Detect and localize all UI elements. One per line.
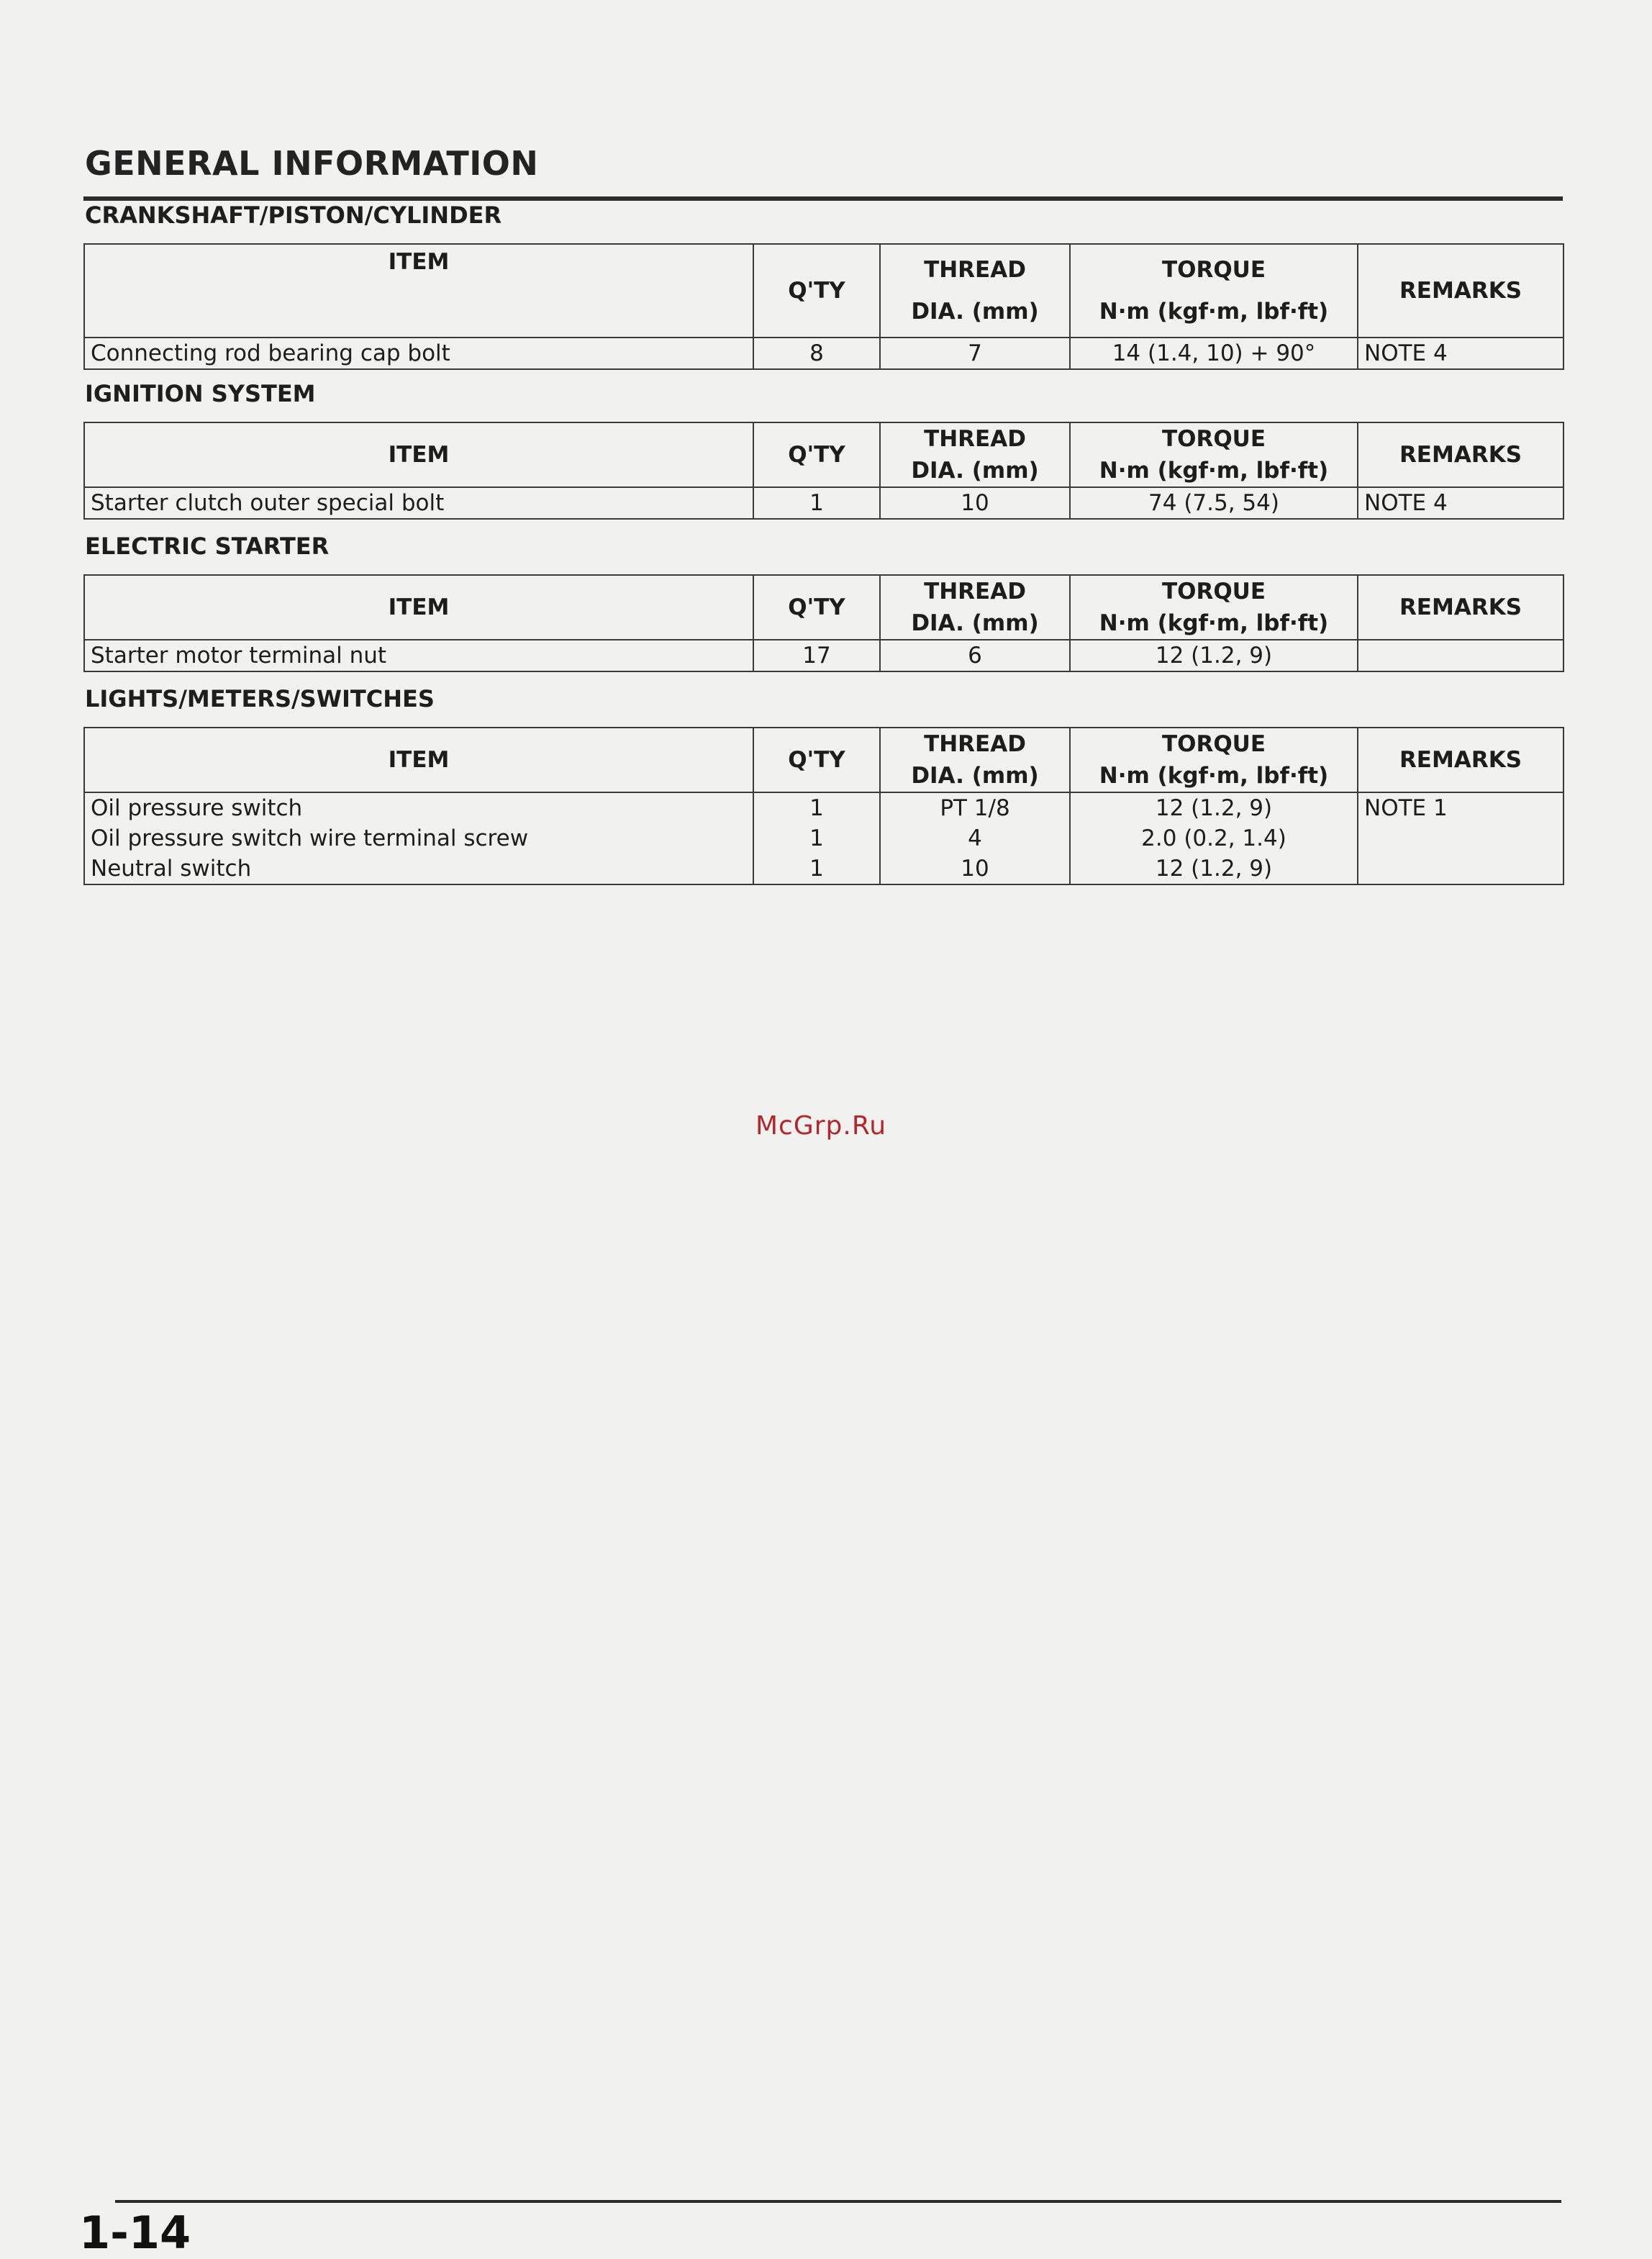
cell-remarks — [1358, 823, 1564, 854]
thread-header-line2: DIA. (mm) — [911, 763, 1039, 789]
cell-qty: 1 — [753, 823, 880, 854]
table-row — [84, 338, 1564, 369]
cell-torque: 74 (7.5, 54) — [1070, 487, 1358, 519]
column-header-torque — [1070, 728, 1358, 792]
section-heading-lights-meters-switches: LIGHTS/METERS/SWITCHES — [85, 685, 435, 712]
footer-rule — [115, 2200, 1561, 2203]
cell-thread: 10 — [880, 487, 1070, 519]
cell-torque: 12 (1.2, 9) — [1070, 792, 1358, 823]
watermark-text: McGrp.Ru — [755, 1111, 887, 1141]
cell-thread: 7 — [880, 338, 1070, 369]
table-row — [84, 792, 1564, 823]
torque-header-line2: N·m (kgf·m, lbf·ft) — [1099, 299, 1329, 325]
column-header-qty: Q'TY — [753, 575, 880, 640]
page-number: 1-14 — [79, 2206, 191, 2259]
cell-torque: 2.0 (0.2, 1.4) — [1070, 823, 1358, 854]
cell-item: Oil pressure switch — [84, 792, 753, 823]
cell-thread: 6 — [880, 640, 1070, 671]
cell-thread: 4 — [880, 823, 1070, 854]
cell-remarks — [1358, 854, 1564, 884]
cell-remarks — [1358, 640, 1564, 671]
thread-header-line2: DIA. (mm) — [911, 299, 1039, 325]
torque-header-line2: N·m (kgf·m, lbf·ft) — [1099, 458, 1329, 484]
section-heading-crankshaft: CRANKSHAFT/PISTON/CYLINDER — [85, 202, 502, 229]
cell-item: Neutral switch — [84, 854, 753, 884]
section-heading-electric-starter: ELECTRIC STARTER — [85, 533, 330, 560]
column-header-remarks: REMARKS — [1358, 575, 1564, 640]
cell-item: Oil pressure switch wire terminal screw — [84, 823, 753, 854]
torque-table-ignition — [83, 422, 1564, 520]
column-header-item: ITEM — [84, 422, 753, 487]
column-header-torque — [1070, 575, 1358, 640]
torque-table-crankshaft — [83, 243, 1564, 370]
cell-torque: 14 (1.4, 10) + 90° — [1070, 338, 1358, 369]
cell-torque: 12 (1.2, 9) — [1070, 640, 1358, 671]
column-header-thread — [880, 575, 1070, 640]
torque-header-line1: TORQUE — [1161, 426, 1266, 452]
torque-header-line1: TORQUE — [1161, 731, 1266, 757]
thread-header-line1: THREAD — [924, 579, 1026, 605]
thread-header-line1: THREAD — [924, 731, 1026, 757]
table-row — [84, 854, 1564, 884]
table-row — [84, 487, 1564, 519]
column-header-remarks: REMARKS — [1358, 728, 1564, 792]
cell-item: Starter clutch outer special bolt — [84, 487, 753, 519]
column-header-item: ITEM — [84, 728, 753, 792]
column-header-thread — [880, 422, 1070, 487]
cell-qty: 17 — [753, 640, 880, 671]
column-header-remarks: REMARKS — [1358, 244, 1564, 338]
thread-header-line1: THREAD — [924, 426, 1026, 452]
column-header-torque — [1070, 422, 1358, 487]
thread-header-line2: DIA. (mm) — [911, 610, 1039, 636]
cell-torque: 12 (1.2, 9) — [1070, 854, 1358, 884]
column-header-remarks: REMARKS — [1358, 422, 1564, 487]
cell-remarks: NOTE 1 — [1358, 792, 1564, 823]
column-header-thread — [880, 728, 1070, 792]
column-header-qty: Q'TY — [753, 422, 880, 487]
torque-table-lights-meters-switches — [83, 727, 1564, 885]
page-title: GENERAL INFORMATION — [85, 144, 539, 183]
cell-thread: PT 1/8 — [880, 792, 1070, 823]
section-heading-ignition: IGNITION SYSTEM — [85, 380, 316, 407]
title-rule — [83, 196, 1563, 201]
thread-header-line2: DIA. (mm) — [911, 458, 1039, 484]
torque-header-line1: TORQUE — [1161, 579, 1266, 605]
column-header-item: ITEM — [84, 575, 753, 640]
cell-qty: 1 — [753, 487, 880, 519]
torque-table-electric-starter — [83, 574, 1564, 672]
cell-item: Starter motor terminal nut — [84, 640, 753, 671]
cell-qty: 1 — [753, 792, 880, 823]
cell-remarks: NOTE 4 — [1358, 487, 1564, 519]
torque-header-line2: N·m (kgf·m, lbf·ft) — [1099, 763, 1329, 789]
column-header-item: ITEM — [84, 244, 753, 338]
column-header-qty: Q'TY — [753, 244, 880, 338]
cell-thread: 10 — [880, 854, 1070, 884]
torque-header-line1: TORQUE — [1161, 257, 1266, 283]
table-row — [84, 640, 1564, 671]
cell-qty: 1 — [753, 854, 880, 884]
cell-remarks: NOTE 4 — [1358, 338, 1564, 369]
column-header-thread — [880, 244, 1070, 338]
torque-header-line2: N·m (kgf·m, lbf·ft) — [1099, 610, 1329, 636]
column-header-torque — [1070, 244, 1358, 338]
table-row — [84, 823, 1564, 854]
column-header-qty: Q'TY — [753, 728, 880, 792]
cell-item: Connecting rod bearing cap bolt — [84, 338, 753, 369]
thread-header-line1: THREAD — [924, 257, 1026, 283]
cell-qty: 8 — [753, 338, 880, 369]
